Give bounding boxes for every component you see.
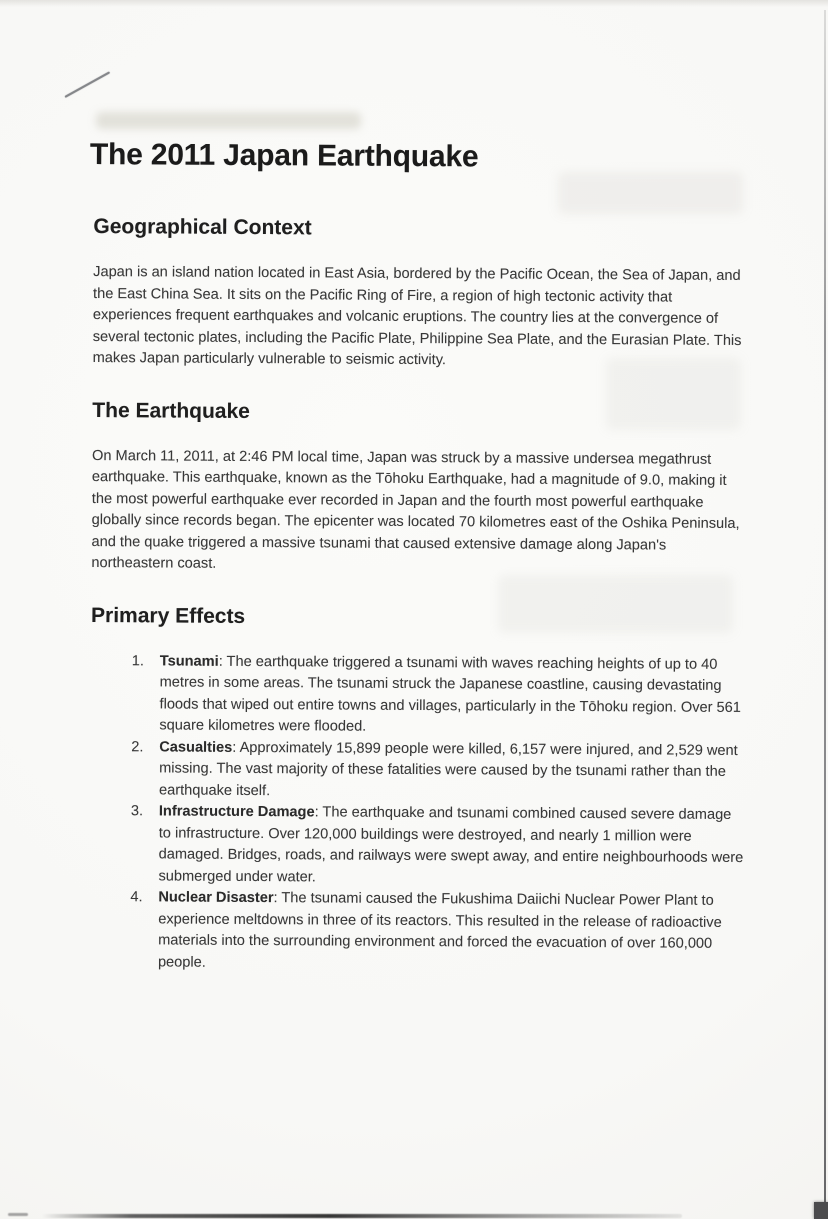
list-item-term: Tsunami (159, 652, 219, 670)
section-the-earthquake (87, 397, 746, 578)
section-geographical-context (89, 214, 748, 374)
list-item-text: : Approximately 15,899 people were killed, 6,157 were injured, and 2,529 went missing. The vast majority of these fatalities were caused by the tsunami rather than the earthquake itself. (158, 739, 738, 799)
section-paragraph: Japan is an island nation located in East Asia, bordered by the Pacific Ocean, the Sea of Japan, and the East China Sea. It sits on the Pacific Ring of Fire, a region of high tectonic activity that experiences frequent earthquakes and volcanic eruptions. The country lies at the convergence of several tectonic plates, including the Pacific Plate, Philippine Sea Plate, and the Eurasian Plate. This makes Japan particularly vulnerable to seismic activity. (92, 264, 742, 369)
scan-bottom-shadow-nub (8, 1213, 28, 1216)
list-item-text: : The earthquake triggered a tsunami with waves reaching heights of up to 40 metres in some areas. The tsunami struck the Japanese coastline, causing devastating floods that wiped out entire towns and villages, particularly in the Tōhoku region. Over 561 square kilometres were flooded. (159, 653, 741, 735)
list-item (131, 737, 744, 805)
list-item-term: Casualties (159, 738, 233, 756)
pen-stroke-mark (65, 71, 111, 97)
list-item-number: 1. (131, 652, 145, 669)
list-item-number: 3. (130, 803, 144, 820)
primary-effects-list (89, 651, 745, 977)
list-item-text: : The tsunami caused the Fukushima Daiichi Nuclear Power Plant to experience meltdowns in three of its reactors. This resulted in the release of radioactive materials into the surrounding environment and forced the evacuation of over 160,000 people. (157, 890, 722, 971)
list-item (130, 887, 744, 977)
list-item-body (159, 651, 745, 741)
document-content (85, 138, 748, 977)
scan-edge-top-shadow (0, 0, 828, 7)
list-item (130, 801, 744, 891)
document-title: The 2011 Japan Earthquake (89, 138, 479, 174)
list-item-number: 4. (130, 889, 143, 906)
list-item-term: Nuclear Disaster (158, 889, 274, 907)
scan-corner-dark-block (814, 1202, 828, 1219)
section-heading: Primary Effects (91, 603, 246, 628)
list-item-number: 2. (131, 738, 144, 755)
section-heading: The Earthquake (92, 398, 250, 423)
list-item-text: : The earthquake and tsunami combined caused severe damage to infrastructure. Over 120,000 buildings were destroyed, and nearly 1 million were damaged. Bridges, roads, and railways were swept away, and entire neighbourhoods were submerged under water. (158, 804, 744, 885)
list-item-term: Infrastructure Damage (158, 803, 315, 821)
scan-bottom-shadow (42, 1214, 682, 1218)
list-item-body (159, 737, 744, 805)
bleed-through-smudge (96, 112, 361, 129)
section-primary-effects (85, 602, 745, 977)
scan-edge-right-line (824, 10, 826, 1204)
list-item-body (158, 887, 744, 977)
list-item (131, 651, 745, 741)
section-heading: Geographical Context (93, 215, 312, 240)
section-paragraph: On March 11, 2011, at 2:46 PM local time, Japan was struck by a massive undersea megathrust earthquake. This earthquake, known as the Tōhoku Earthquake, had a magnitude of 9.0, making it the most powerful earthquake ever recorded in Japan and the fourth most powerful earthquake globally since records began. The epicenter was located 70 kilometres east of the Oshika Peninsula, and the quake triggered a massive tsunami that caused extensive damage along Japan's northeastern coast. (91, 447, 740, 572)
list-item-body (158, 801, 744, 891)
